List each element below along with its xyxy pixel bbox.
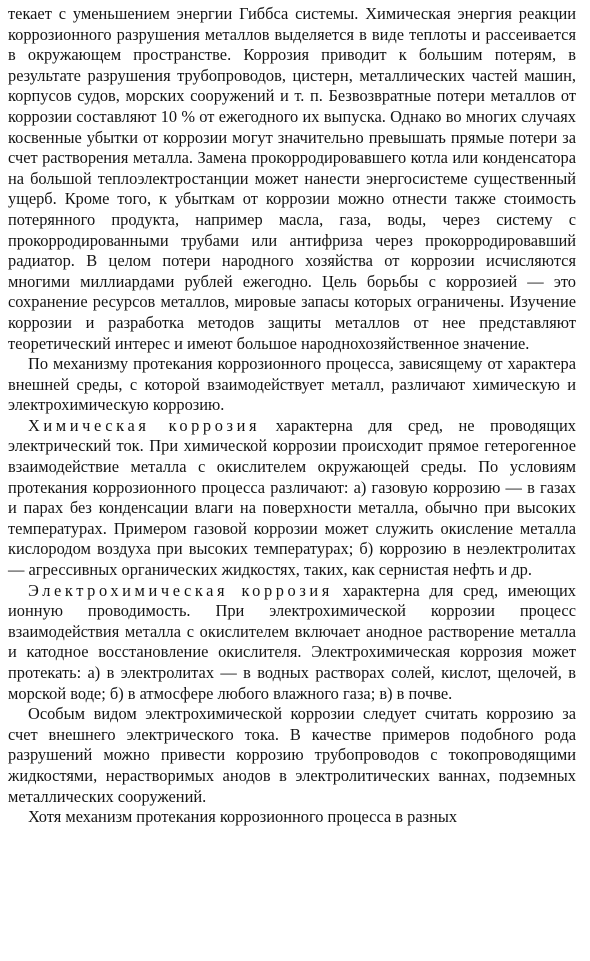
paragraph-text: характерна для сред, имеющих ионную проводимость. При электрохимической коррозии процесс взаимодействия металла с окислителем включает анодное растворение металла и катодное восстановление окислителя. Электрохимическая коррозия может протекать: а) в электролитах — в водных растворах солей, кислот, щелочей, в морской воде; б) в атмосфере любого влажного газа; в) в почве. [8, 580, 576, 703]
paragraph-text: Хотя механизм протекания коррозионного процесса в разных [28, 807, 458, 827]
paragraph-losses [8, 4, 576, 354]
paragraph-continuation [8, 807, 576, 828]
paragraph-text: характерна для сред, не проводящих электрический ток. При химической коррозии происходит прямое гетерогенное взаимодействие металла с окислителем окружающей среды. По условиям протекания коррозионного процесса различают: а) газовую коррозию — в газах и парах без конденсации влаги на поверхности металла, обычно при высоких температурах. Примером газовой коррозии может служить окисление металла кислородом воздуха при высоких температурах; б) коррозию в неэлектролитах — агрессивных органических жидкостях, таких, как сернистая нефть и др. [8, 415, 577, 580]
term-electrochemical-corrosion: Электрохимическая коррозия [28, 580, 333, 600]
paragraph-chemical-corrosion [8, 416, 576, 581]
paragraph-text: текает с уменьшением энергии Гиббса системы. Химическая энергия реакции коррозионного разрушения металлов выделяется в виде теплоты и рассеивается в окружающем пространстве. Коррозия приводит к большим потерям, в результате разрушения трубопроводов, цистерн, металлических частей машин, корпусов судов, морских сооружений и т. п. Безвозвратные потери металлов от коррозии составляют 10 % от ежегодного их выпуска. Однако во многих случаях косвенные убытки от коррозии могут значительно превышать прямые потери за счет растворения металла. Замена прокорродировавшего котла или конденсатора на большой теплоэлектростанции может нанести энергосистеме существенный ущерб. Кроме того, к убыткам от коррозии можно отнести также стоимость потерянного продукта, например масла, газа, воды, через систему с прокорродированными трубами или антифриза через прокорродировавший радиатор. В целом потери народного хозяйства от коррозии исчисляются многими миллиардами рублей ежегодно. Цель борьбы с коррозией — это сохранение ресурсов металлов, мировые запасы которых ограничены. Изучение коррозии и разработка методов защиты металлов от нее представляют теоретический интерес и имеют большое народнохозяйственное значение. [8, 4, 576, 353]
paragraph-external-current [8, 704, 576, 807]
paragraph-electrochemical-corrosion [8, 581, 576, 705]
paragraph-mechanism [8, 354, 576, 416]
paragraph-text: По механизму протекания коррозионного процесса, зависящему от характера внешней среды, с которой взаимодействует металл, различают химическую и электрохимическую коррозию. [8, 354, 576, 415]
term-chemical-corrosion: Химическая коррозия [28, 415, 261, 435]
paragraph-text: Особым видом электрохимической коррозии следует считать коррозию за счет внешнего электрического тока. В качестве примеров подобного рода разрушений можно привести коррозию трубопроводов с токопроводящими жидкостями, нерастворимых анодов в электролитических ваннах, подземных металлических сооружений. [8, 704, 576, 806]
